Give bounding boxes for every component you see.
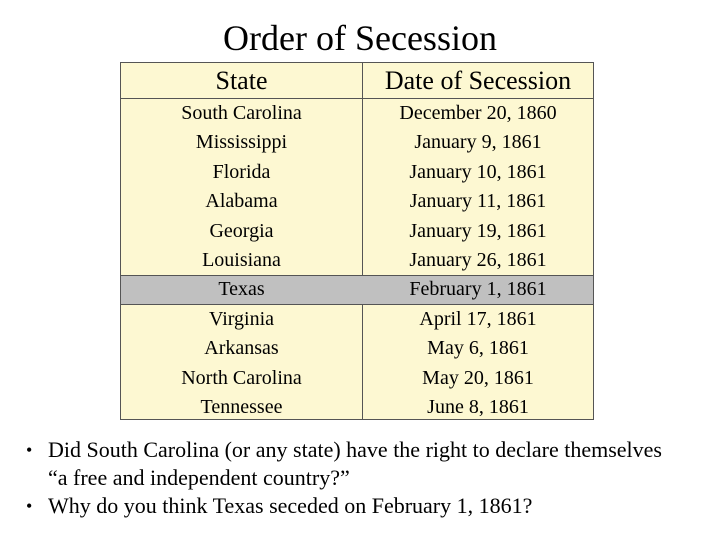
table-row [121,364,593,393]
header-state: State [215,66,268,95]
table-row [121,334,593,363]
state-cell: South Carolina [181,102,302,124]
secession-table [120,62,594,420]
state-cell: Alabama [205,190,278,213]
bullet-text: Why do you think Texas seceded on February 1, 1861? [48,493,533,518]
state-cell: Louisiana [202,248,281,271]
state-cell: North Carolina [181,366,302,389]
bullet-icon: • [26,496,33,516]
date-cell: January 9, 1861 [414,131,542,154]
date-cell: May 6, 1861 [427,337,529,360]
state-cell: Virginia [208,307,275,330]
date-cell: June 8, 1861 [427,395,529,418]
table-row [121,158,593,187]
page-title: Order of Secession [223,18,497,58]
state-cell: Florida [212,160,271,183]
bullet-icon: • [26,440,33,460]
state-cell: Texas [218,278,265,301]
state-cell: Tennessee [200,395,283,418]
table-row [121,99,593,128]
table-row [121,393,593,422]
date-cell: February 1, 1861 [409,278,547,301]
table-row [121,217,593,246]
date-cell: January 10, 1861 [409,160,547,183]
state-cell: Arkansas [204,337,279,360]
table-row [121,246,593,275]
table-row [121,305,593,334]
bullet-text: Did South Carolina (or any state) have the right to declare themselves “a free and independent country?” [48,437,662,490]
table-row [121,187,593,216]
date-cell: May 20, 1861 [422,366,534,389]
bullet-item [26,492,686,520]
date-cell: April 17, 1861 [419,307,537,330]
date-cell: December 20, 1860 [399,102,557,124]
bullet-list [26,436,686,520]
table-header-row [121,63,593,99]
date-cell: January 11, 1861 [409,190,547,213]
state-cell: Georgia [209,219,274,242]
state-cell: Mississippi [195,131,288,154]
header-date-of-secession: Date of Secession [384,66,572,95]
date-cell: January 26, 1861 [409,248,547,271]
bullet-item [26,436,686,492]
table-row [121,128,593,157]
table-row [121,275,593,304]
date-cell: January 19, 1861 [409,219,547,242]
table-body [121,99,593,422]
